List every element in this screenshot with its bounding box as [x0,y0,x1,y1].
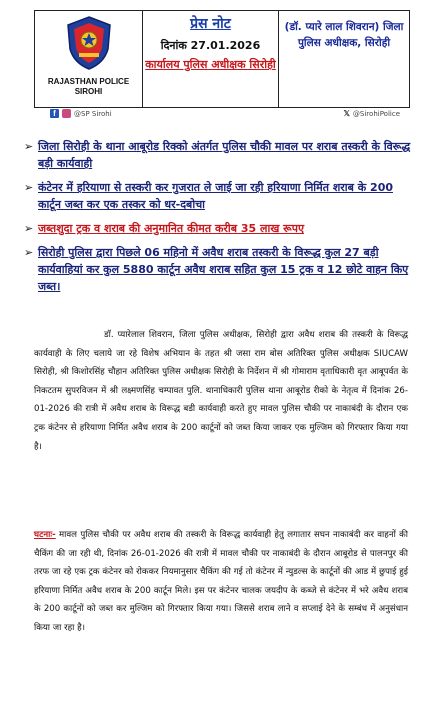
arrow-bullet-icon: ➢ [24,222,34,235]
police-emblem-icon [64,15,114,71]
arrow-bullet-icon: ➢ [24,140,34,153]
facebook-handle[interactable] [50,109,112,118]
logo-cell [35,11,143,107]
facebook-icon: f [50,109,59,118]
bullet-item [24,179,416,213]
x-handle-text: @SirohiPolice [352,109,400,118]
issuing-office: कार्यालय पुलिस अधीक्षक सिरोही [145,58,276,71]
org-line1: RAJASTHAN POLICE [47,77,130,86]
bullet-item [24,244,416,295]
bullet-text: जिला सिरोही के थाना आबूरोड रिक्को अंतर्गत पुलिस चौकी मावल पर शराब तस्करी के विरूद्ध बड़ी कार्यवाही [38,140,411,170]
body-paragraph-1: डॉ. प्यारेलाल शिवरान, जिला पुलिस अधीक्षक, सिरोही द्वारा अवैध शराब की तस्करी के विरूद्ध कार्यवाही के लिए चलाये जा रहे विशेष अभियान के तहत श्री जसा राम बोस अतिरिक्त पुलिस अधीक्षक SIUCAW सिरोही, श्री किशोरसिंह चौहान अतिरिक्त पुलिस अधीक्षक सिरोही के निर्देशन में श्री गोमाराम वृताधिकारी वृत आबूपर्वत के निकटतम सुपरविजन में श्री लक्ष्मणसिंह चम्पावत पुलि. थानाधिकारी पुलिस थाना आबूरोड रीको के नेतृत्व में दिनांक 26-01-2026 की रात्री में अवैध शराब के विरूद्ध बडी कार्यवाही करते हुए मावल पुलिस चौकी पर नाकाबंदी के दौरान एक ट्रक कंटेनर से हरियाणा निर्मित अवैध शराब के 200 कार्टूनों को जब्त किया जाकर एक मुल्जिम को गिरफ्तार किया गया है। [34,330,408,452]
bullet-text: जब्तशुदा ट्रक व शराब की अनुमानित कीमत करीब 35 लाख रूपए [38,222,305,235]
title-cell [143,11,279,107]
x-icon: 𝕏 [343,109,350,118]
release-date: दिनांक 27.01.2026 [160,39,261,52]
arrow-bullet-icon: ➢ [24,181,34,194]
bullet-text: सिरोही पुलिस द्वारा पिछले 06 महिनो में अवैध शराब तस्करी के विरूद्ध कुल 27 बड़ी कार्यवाहियां कर कुल 5880 कार्टून अवैध शराब सहित कुल 15 ट्रक व 12 छोटे वाहन किए जब्त। [38,246,409,293]
officer-name: (डॉ. प्यारे लाल शिवरान) जिला पुलिस अधीक्षक, सिरोही [284,21,404,49]
header-box [34,10,410,108]
arrow-bullet-icon: ➢ [24,246,34,259]
instagram-icon [62,109,71,118]
highlight-bullets [24,138,416,302]
bullet-text: कंटेनर में हरियाणा से तस्करी कर गुजरात ले जाई जा रही हरियाणा निर्मित शराब के 200 कार्टून जब्त कर एक तस्कर को धर-दबोचा [38,181,393,211]
incident-paragraph [34,526,408,638]
bullet-item [24,220,416,237]
officer-cell [279,11,409,107]
press-note-title: प्रेस नोट [190,16,231,32]
x-handle[interactable] [343,109,400,118]
incident-label: घटनाः- [34,530,56,540]
incident-text: मावल पुलिस चौकी पर अवैध शराब की तस्करी के विरूद्ध कार्यवाही हेतु लगातार सघन नाकाबंदी कर वाहनों की चैकिंग की जा रही थी, दिनांक 26-01-2026 की रात्री में मावल चौकी पर नाकाबंदी के दौरान आबूरोड से पालनपुर की तरफ जा रहे एक ट्रक कंटेनर को रोककर नियमानुसार चैकिंग की गई तो कंटेनर में न्युडल्स के कार्टूनों की आड में छुपाई हुई हरियाणा निर्मित अवैध शराब के 200 कार्टून मिले। इस पर कंटेनर चालक जयदीप के कब्जे से कंटेनर में भरे अवैध शराब के 200 कार्टूनों को जब्त कर मुल्जिम को गिरफ्तार किया गया। जिससे शराब लाने व सप्लाई देने के सम्बंध में अनुसंधान किया जा रहा है। [34,530,408,633]
org-name [48,77,129,97]
social-handles [34,109,408,121]
bullet-item [24,138,416,172]
org-line2: SIROHI [74,87,103,96]
facebook-handle-text: @SP Sirohi [74,109,112,118]
